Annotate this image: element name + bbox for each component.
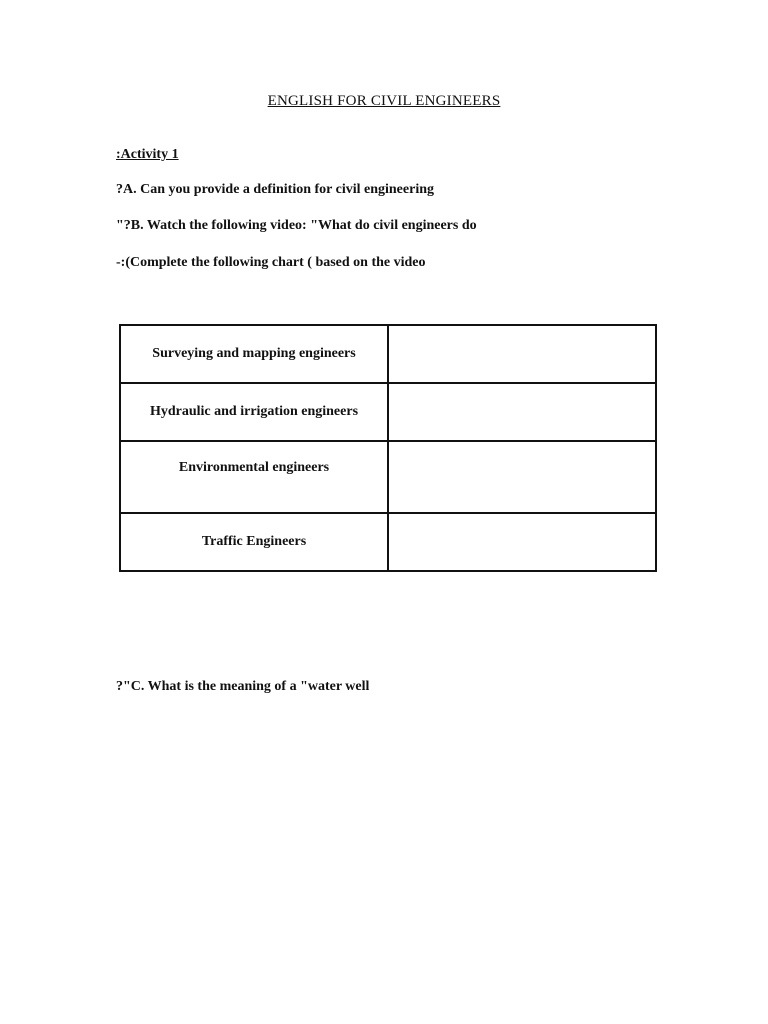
question-c: ?"C. What is the meaning of a "water well: [116, 679, 370, 694]
table-row: [120, 383, 656, 441]
answer-cell-traffic[interactable]: [388, 513, 656, 571]
row-label-environmental: Environmental engineers: [120, 441, 388, 513]
row-label-hydraulic: Hydraulic and irrigation engineers: [120, 383, 388, 441]
chart-instruction: -:(Complete the following chart ( based on the video: [116, 255, 426, 270]
table-row: [120, 513, 656, 571]
answer-cell-hydraulic[interactable]: [388, 383, 656, 441]
document-title: ENGLISH FOR CIVIL ENGINEERS: [267, 93, 501, 109]
row-label-traffic: Traffic Engineers: [120, 513, 388, 571]
table-row: [120, 325, 656, 383]
table-row: [120, 441, 656, 513]
engineers-chart-table: [119, 324, 657, 572]
question-a: ?A. Can you provide a definition for civil engineering: [116, 182, 434, 197]
answer-cell-surveying[interactable]: [388, 325, 656, 383]
answer-cell-environmental[interactable]: [388, 441, 656, 513]
activity-heading: :Activity 1: [116, 147, 179, 162]
question-b: "?B. Watch the following video: "What do civil engineers do: [116, 218, 477, 233]
row-label-surveying: Surveying and mapping engineers: [120, 325, 388, 383]
